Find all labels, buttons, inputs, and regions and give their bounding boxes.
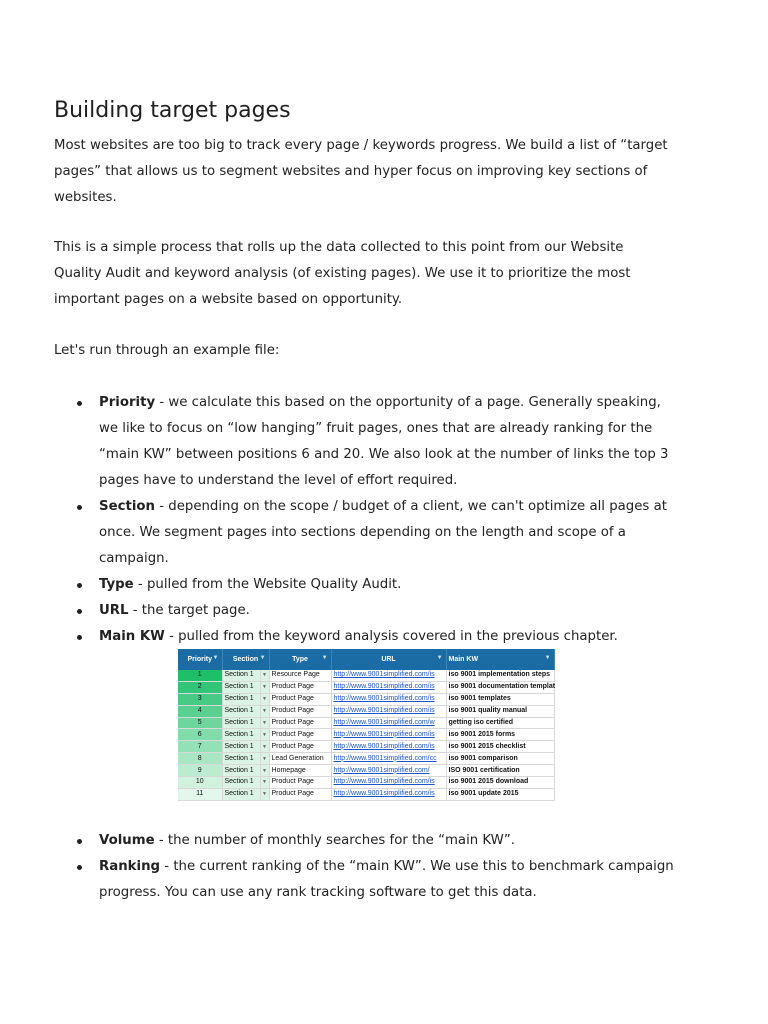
list-item: Ranking - the current ranking of the “main KW”. We use this to benchmark campaign progress. You can use any rank tracking software to get this data.: [54, 854, 684, 906]
section-cell: Section 1: [222, 788, 260, 800]
table-row: [178, 705, 554, 717]
priority-cell: 9: [178, 765, 222, 777]
priority-cell: 10: [178, 777, 222, 789]
section-cell: Section 1: [222, 729, 260, 741]
table-header-row: [178, 649, 554, 670]
url-link[interactable]: http://www.9001simplified.com/is: [331, 788, 446, 800]
url-link[interactable]: http://www.9001simplified.com/is: [331, 729, 446, 741]
url-link[interactable]: http://www.9001simplified.com/is: [331, 705, 446, 717]
section-cell: Section 1: [222, 765, 260, 777]
main-kw-cell: ISO 9001 certification: [446, 765, 554, 777]
table-row: [178, 681, 554, 693]
type-cell: Product Page: [269, 681, 331, 693]
table-row: [178, 670, 554, 681]
section-dropdown-icon[interactable]: ▼: [260, 670, 269, 681]
main-kw-cell: iso 9001 2015 forms: [446, 729, 554, 741]
url-link[interactable]: http://www.9001simplified.com/w: [331, 717, 446, 729]
main-kw-cell: iso 9001 update 2015: [446, 788, 554, 800]
section-dropdown-icon[interactable]: ▼: [260, 717, 269, 729]
main-kw-cell: iso 9001 implementation steps: [446, 670, 554, 681]
filter-icon[interactable]: ▼: [544, 655, 551, 661]
header-priority[interactable]: Priority ▼: [178, 649, 222, 670]
filter-icon[interactable]: ▼: [321, 655, 328, 661]
section-cell: Section 1: [222, 717, 260, 729]
target-pages-spreadsheet: [178, 649, 556, 798]
main-kw-cell: iso 9001 templates: [446, 693, 554, 705]
type-cell: Lead Generation: [269, 753, 331, 765]
type-cell: Product Page: [269, 741, 331, 753]
url-link[interactable]: http://www.9001simplified.com/cc: [331, 753, 446, 765]
section-dropdown-icon[interactable]: ▼: [260, 753, 269, 765]
priority-cell: 4: [178, 705, 222, 717]
section-dropdown-icon[interactable]: ▼: [260, 681, 269, 693]
url-link[interactable]: http://www.9001simplified.com/is: [331, 741, 446, 753]
list-item: Priority - we calculate this based on the opportunity of a page. Generally speaking, we like to focus on “low hanging” fruit pages, ones that are already ranking for the “main KW” between positions 6 and 20. We also look at the number of links the top 3 pages have to understand the level of effort required.: [54, 390, 684, 494]
main-kw-cell: iso 9001 quality manual: [446, 705, 554, 717]
main-kw-cell: iso 9001 2015 download: [446, 777, 554, 789]
main-kw-cell: iso 9001 documentation templat: [446, 681, 554, 693]
filter-icon[interactable]: ▼: [212, 655, 219, 661]
section-cell: Section 1: [222, 681, 260, 693]
type-cell: Product Page: [269, 705, 331, 717]
section-cell: Section 1: [222, 777, 260, 789]
url-link[interactable]: http://www.9001simplified.com/is: [331, 670, 446, 681]
priority-cell: 2: [178, 681, 222, 693]
priority-cell: 11: [178, 788, 222, 800]
priority-cell: 7: [178, 741, 222, 753]
main-kw-cell: iso 9001 2015 checklist: [446, 741, 554, 753]
section-dropdown-icon[interactable]: ▼: [260, 741, 269, 753]
type-cell: Product Page: [269, 777, 331, 789]
section-dropdown-icon[interactable]: ▼: [260, 788, 269, 800]
priority-cell: 1: [178, 670, 222, 681]
section-cell: Section 1: [222, 670, 260, 681]
type-cell: Product Page: [269, 788, 331, 800]
table-row: [178, 765, 554, 777]
section-cell: Section 1: [222, 753, 260, 765]
list-item: Type - pulled from the Website Quality Audit.: [54, 572, 684, 598]
table-row: [178, 717, 554, 729]
url-link[interactable]: http://www.9001simplified.com/: [331, 765, 446, 777]
type-cell: Homepage: [269, 765, 331, 777]
list-item: Volume - the number of monthly searches for the “main KW”.: [54, 828, 684, 854]
table-row: [178, 777, 554, 789]
priority-cell: 6: [178, 729, 222, 741]
main-kw-cell: iso 9001 comparison: [446, 753, 554, 765]
type-cell: Resource Page: [269, 670, 331, 681]
list-item: URL - the target page.: [54, 598, 684, 624]
header-type[interactable]: Type ▼: [269, 649, 331, 670]
metric-definitions-list: [54, 828, 684, 906]
section-dropdown-icon[interactable]: ▼: [260, 729, 269, 741]
section-dropdown-icon[interactable]: ▼: [260, 777, 269, 789]
column-definitions-list: [54, 390, 684, 650]
list-item: Main KW - pulled from the keyword analysis covered in the previous chapter.: [54, 624, 684, 650]
filter-icon[interactable]: ▼: [436, 655, 443, 661]
table-row: [178, 753, 554, 765]
url-link[interactable]: http://www.9001simplified.com/is: [331, 693, 446, 705]
section-cell: Section 1: [222, 741, 260, 753]
priority-cell: 8: [178, 753, 222, 765]
header-url[interactable]: URL ▼: [331, 649, 446, 670]
section-dropdown-icon[interactable]: ▼: [260, 693, 269, 705]
priority-cell: 3: [178, 693, 222, 705]
header-section[interactable]: Section ▼: [222, 649, 269, 670]
table-row: [178, 741, 554, 753]
intro-paragraph: Most websites are too big to track every page / keywords progress. We build a list of “target pages” that allows us to segment websites and hyper focus on improving key sections of websites.: [54, 138, 668, 205]
type-cell: Product Page: [269, 729, 331, 741]
section-cell: Section 1: [222, 705, 260, 717]
url-link[interactable]: http://www.9001simplified.com/is: [331, 681, 446, 693]
url-link[interactable]: http://www.9001simplified.com/is: [331, 777, 446, 789]
header-main-kw[interactable]: Main KW ▼: [446, 649, 554, 670]
filter-icon[interactable]: ▼: [259, 655, 266, 661]
table-row: [178, 729, 554, 741]
priority-cell: 5: [178, 717, 222, 729]
section-cell: Section 1: [222, 693, 260, 705]
table-row: [178, 693, 554, 705]
example-paragraph: Let's run through an example file:: [54, 343, 280, 358]
page-title: Building target pages: [54, 98, 291, 123]
table-row: [178, 788, 554, 800]
section-dropdown-icon[interactable]: ▼: [260, 705, 269, 717]
type-cell: Product Page: [269, 717, 331, 729]
process-paragraph: This is a simple process that rolls up the data collected to this point from our Website Quality Audit and keyword analysis (of existing pages). We use it to prioritize the most important pages on a website based on opportunity.: [54, 240, 631, 307]
section-dropdown-icon[interactable]: ▼: [260, 765, 269, 777]
main-kw-cell: getting iso certified: [446, 717, 554, 729]
list-item: Section - depending on the scope / budget of a client, we can't optimize all pages at once. We segment pages into sections depending on the length and scope of a campaign.: [54, 494, 684, 572]
type-cell: Product Page: [269, 693, 331, 705]
